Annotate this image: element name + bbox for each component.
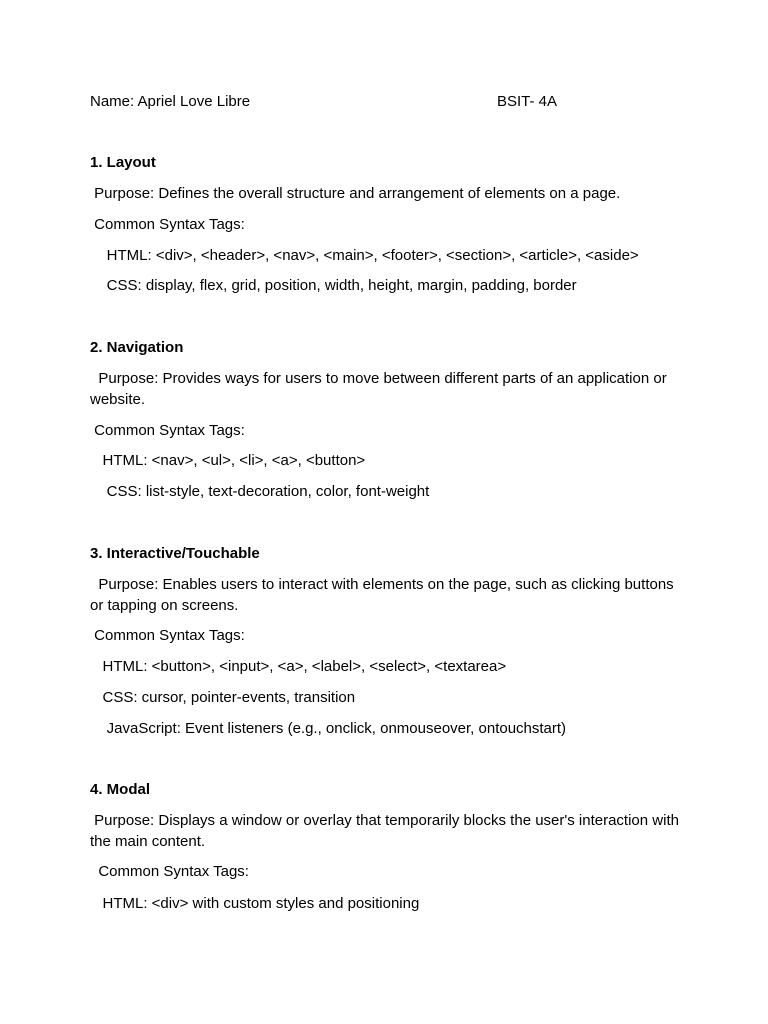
student-name: Name: Apriel Love Libre xyxy=(90,93,251,110)
section-purpose-navigation: Purpose: Provides ways for users to move between different parts of an application or website. xyxy=(90,370,671,408)
section-line-layout-html: HTML: <div>, <header>, <nav>, <main>, <footer>, <section>, <article>, <aside> xyxy=(90,247,639,264)
section-line-navigation-css: CSS: list-style, text-decoration, color, font-weight xyxy=(90,483,430,500)
section-heading-navigation: 2. Navigation xyxy=(90,339,184,356)
section-syntax-label-layout: Common Syntax Tags: xyxy=(90,216,245,233)
section-line-interactive-html: HTML: <button>, <input>, <a>, <label>, <select>, <textarea> xyxy=(90,658,507,675)
section-heading-modal: 4. Modal xyxy=(90,781,151,798)
section-syntax-label-modal: Common Syntax Tags: xyxy=(90,863,249,880)
section-syntax-label-interactive: Common Syntax Tags: xyxy=(90,627,245,644)
section-line-interactive-css: CSS: cursor, pointer-events, transition xyxy=(90,689,356,706)
section-line-modal-html: HTML: <div> with custom styles and positioning xyxy=(90,895,420,912)
section-purpose-layout: Purpose: Defines the overall structure and arrangement of elements on a page. xyxy=(90,185,621,202)
section-purpose-interactive: Purpose: Enables users to interact with elements on the page, such as clicking buttons or tapping on screens. xyxy=(90,576,678,614)
section-heading-interactive: 3. Interactive/Touchable xyxy=(90,545,260,562)
section-line-interactive-js: JavaScript: Event listeners (e.g., onclick, onmouseover, ontouchstart) xyxy=(90,720,567,737)
section-line-navigation-html: HTML: <nav>, <ul>, <li>, <a>, <button> xyxy=(90,452,366,469)
section-line-layout-css: CSS: display, flex, grid, position, width, height, margin, padding, border xyxy=(90,277,577,294)
section-purpose-modal: Purpose: Displays a window or overlay that temporarily blocks the user's interaction with the main content. xyxy=(90,812,684,850)
section-heading-layout: 1. Layout xyxy=(90,154,156,171)
student-section: BSIT- 4A xyxy=(497,93,558,110)
section-syntax-label-navigation: Common Syntax Tags: xyxy=(90,422,245,439)
